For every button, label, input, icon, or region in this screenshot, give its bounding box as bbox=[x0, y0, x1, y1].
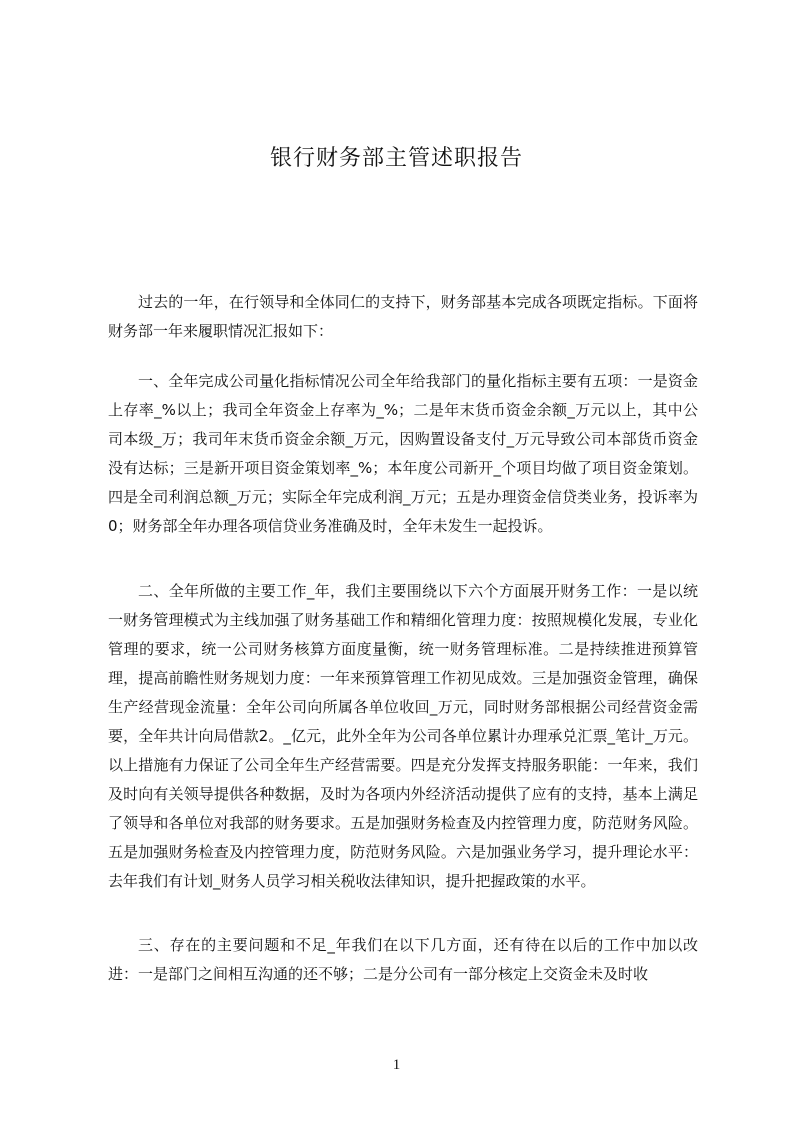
paragraph-section-two: 二、全年所做的主要工作_年，我们主要围绕以下六个方面展开财务工作：一是以统一财务管理模式为主线加强了财务基础工作和精细化管理力度：按照规模化发展，专业化管理的要求，统一公司财务核算方面度量衡，统一财务管理标准。二是持续推进预算管理，提高前瞻性财务规划力度：一年来预算管理工作初见成效。三是加强资金管理，确保生产经营现金流量：全年公司向所属各单位收回_万元，同时财务部根据公司经营资金需要，全年共计向局借款2。_亿元，此外全年为公司各单位累计办理承兑汇票_笔计_万元。以上措施有力保证了公司全年生产经营需要。四是充分发挥支持服务职能：一年来，我们及时向有关领导提供各种数据，及时为各项内外经济活动提供了应有的支持，基本上满足了领导和各单位对我部的财务要求。五是加强财务检查及内控管理力度，防范财务风险。五是加强财务检查及内控管理力度，防范财务风险。六是加强业务学习，提升理论水平：去年我们有计划_财务人员学习相关税收法律知识，提升把握政策的水平。 bbox=[108, 582, 698, 890]
paragraph-intro: 过去的一年，在行领导和全体同仁的支持下，财务部基本完成各项既定指标。下面将财务部一年来履职情况汇报如下： bbox=[108, 293, 698, 340]
document-title: 银行财务部主管述职报告 bbox=[269, 146, 523, 171]
paragraph-section-three: 三、存在的主要问题和不足_年我们在以下几方面，还有待在以后的工作中加以改进：一是部门之间相互沟通的还不够；二是分公司有一部分核定上交资金未及时收 bbox=[108, 936, 698, 983]
page-number: 1 bbox=[392, 1057, 401, 1073]
paragraph-section-one: 一、全年完成公司量化指标情况公司全年给我部门的量化指标主要有五项：一是资金上存率_%以上；我司全年资金上存率为_%；二是年末货币资金余额_万元以上，其中公司本级_万；我司年末货币资金余额_万元，因购置设备支付_万元导致公司本部货币资金没有达标；三是新开项目资金策划率_%；本年度公司新开_个项目均做了项目资金策划。四是全司利润总额_万元；实际全年完成利润_万元；五是办理资金信贷类业务，投诉率为0；财务部全年办理各项信贷业务准确及时，全年未发生一起投诉。 bbox=[108, 372, 698, 535]
